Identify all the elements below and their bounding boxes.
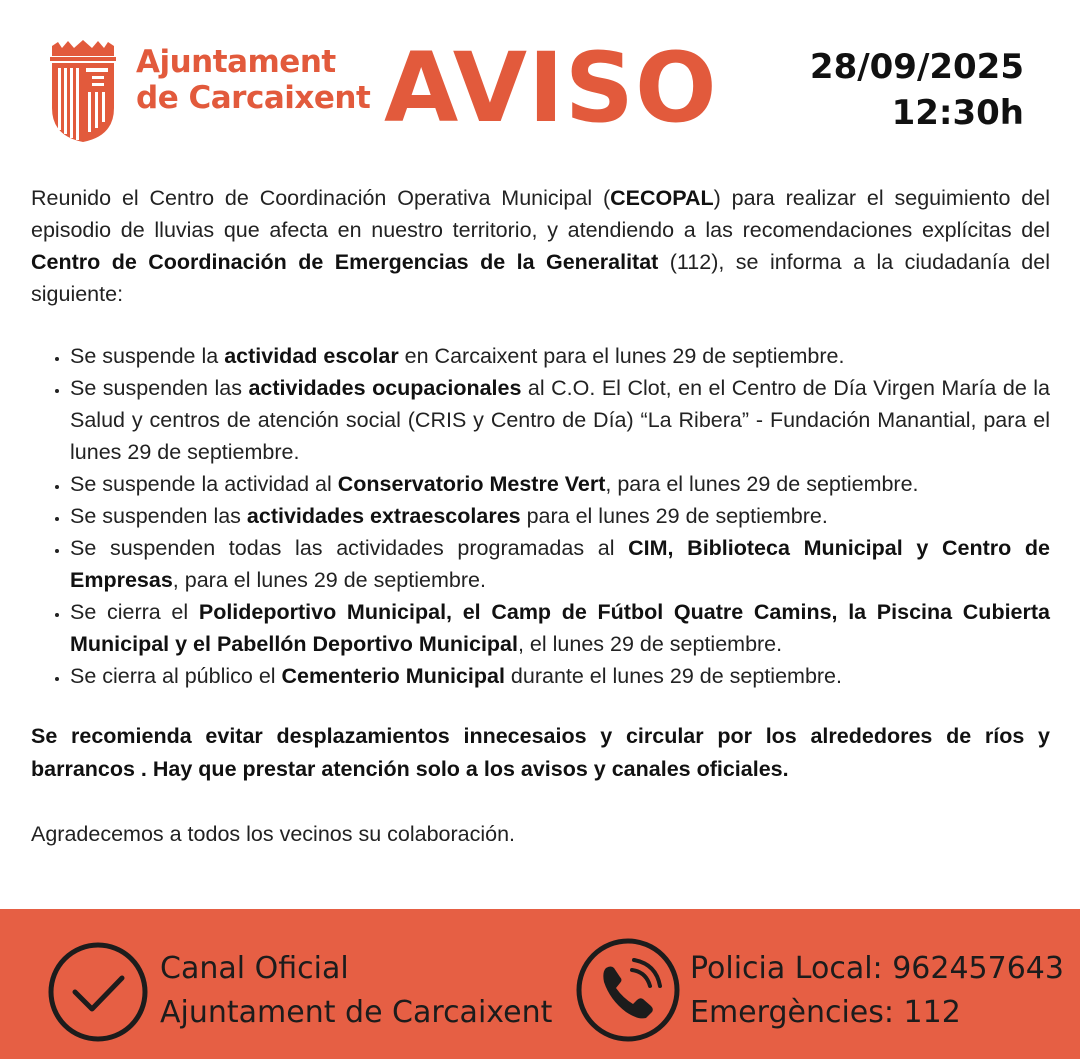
emergency-phone: Emergències: 112: [690, 995, 961, 1030]
intro-text-3: (112), se informa a la ciudadanía del siguiente:: [31, 250, 1050, 306]
official-channel: [160, 947, 552, 1035]
logo-line-2: de Carcaixent: [136, 80, 371, 116]
intro-text-2: ) para realizar el seguimiento del episodio de lluvias que afecta en nuestro territorio, y atendiendo a las recomendaciones explícitas del: [31, 186, 1050, 242]
notice-datetime: [810, 44, 1024, 136]
intro-paragraph: [31, 182, 1050, 310]
list-item: • Se cierra al público el Cementerio Municipal durante el lunes 29 de septiembre.: [70, 660, 1050, 692]
header: [0, 0, 1080, 160]
coat-of-arms-icon: [48, 38, 118, 144]
notice-date: 28/09/2025: [809, 47, 1024, 87]
contact-info: [690, 947, 1064, 1035]
list-item: • Se suspenden las actividades ocupacionales al C.O. El Clot, en el Centro de Día Virgen María de la Salud y centros de atención social (CRIS y Centro de Día) “La Ribera” - Fundación Manantial, para el lunes 29 de septiembre.: [70, 372, 1050, 468]
footer: [0, 909, 1080, 1059]
measures-list: [31, 340, 1050, 692]
notice-time: 12:30h: [891, 93, 1024, 133]
logo-line-1: Ajuntament: [136, 44, 336, 80]
list-item: • Se suspenden las actividades extraescolares para el lunes 29 de septiembre.: [70, 500, 1050, 532]
official-channel-line-1: Canal Oficial: [160, 951, 349, 986]
list-item: • Se suspenden todas las actividades programadas al CIM, Biblioteca Municipal y Centro de Empresas, para el lunes 29 de septiembre.: [70, 532, 1050, 596]
intro-bold-center: Centro de Coordinación de Emergencias de la Generalitat: [31, 250, 659, 274]
official-channel-line-2: Ajuntament de Carcaixent: [160, 995, 553, 1030]
intro-text-1: Reunido el Centro de Coordinación Operativa Municipal (: [31, 186, 611, 210]
thanks-paragraph: Agradecemos a todos los vecinos su colaboración.: [31, 822, 516, 846]
notice-body: [31, 182, 1050, 850]
list-item: • Se suspende la actividad escolar en Carcaixent para el lunes 29 de septiembre.: [70, 340, 1050, 372]
recommendation-paragraph: Se recomienda evitar desplazamientos innecesaios y circular por los alrededores de ríos y barrancos . Hay que prestar atención solo a los avisos y canales oficiales.: [31, 724, 1050, 781]
logo-text: [136, 44, 370, 116]
list-item: • Se suspende la actividad al Conservatorio Mestre Vert, para el lunes 29 de septiembre.: [70, 468, 1050, 500]
intro-bold-cecopal: CECOPAL: [610, 186, 714, 210]
check-circle-icon: [48, 942, 148, 1042]
phone-icon: [576, 938, 680, 1042]
page-title: AVISO: [384, 32, 718, 144]
list-item: • Se cierra el Polideportivo Municipal, el Camp de Fútbol Quatre Camins, la Piscina Cubierta Municipal y el Pabellón Deportivo Municipal, el lunes 29 de septiembre.: [70, 596, 1050, 660]
police-phone: Policia Local: 962457643: [690, 951, 1064, 986]
